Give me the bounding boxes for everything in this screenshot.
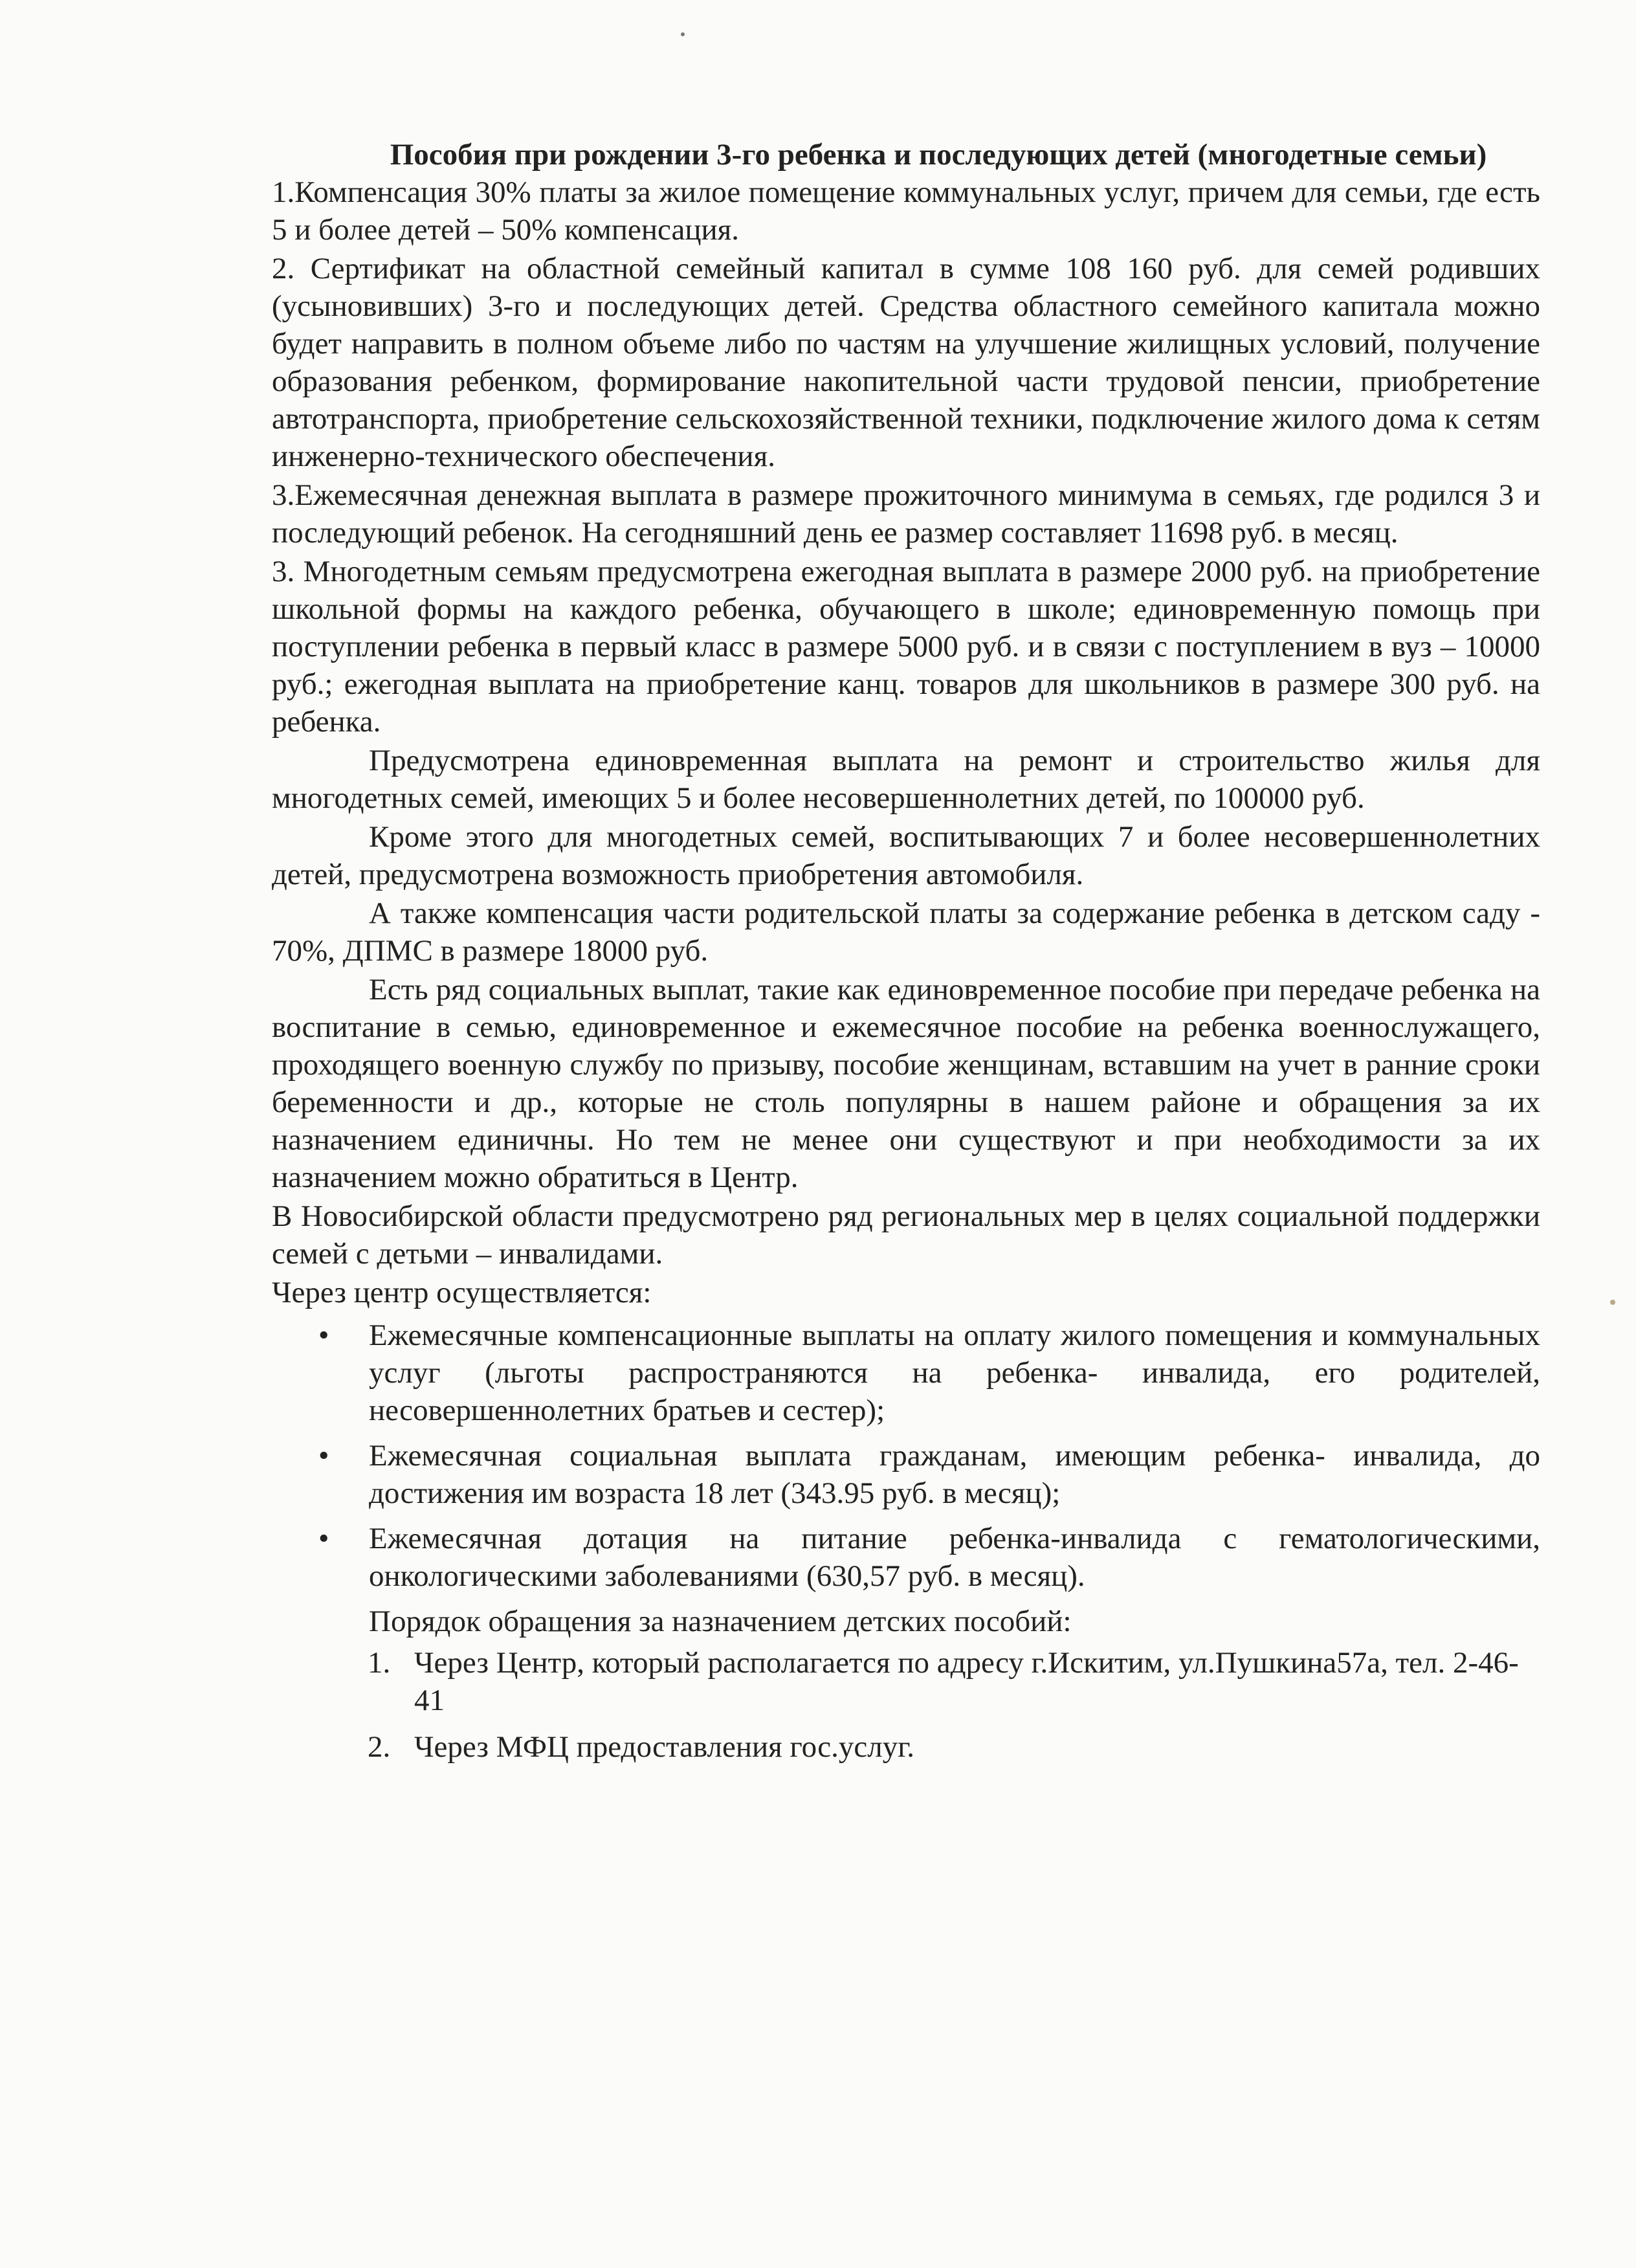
step-text: Через Центр, который располагается по адресу г.Искитим, ул.Пушкина57а, тел. 2-46-41 <box>414 1646 1519 1717</box>
bullet-icon: • <box>318 1318 329 1352</box>
paragraph-housing-payment: Предусмотрена единовременная выплата на ремонт и строительство жилья для многодетных семей, имеющих 5 и более несовершеннолетних детей, по 100000 руб. <box>272 744 1540 815</box>
scan-speck <box>1610 1300 1615 1305</box>
step-number: 2. <box>368 1730 391 1764</box>
paragraph-car: Кроме этого для многодетных семей, воспитывающих 7 и более несовершеннолетних детей, предусмотрена возможность приобретения автомобиля. <box>272 820 1540 891</box>
paragraph-monthly-payment: 3.Ежемесячная денежная выплата в размере прожиточного минимума в семьях, где родился 3 и последующий ребенок. На сегодняшний день ее размер составляет 11698 руб. в месяц. <box>272 478 1540 550</box>
paragraph-social-payments: Есть ряд социальных выплат, такие как единовременное пособие при передаче ребенка на воспитание в семью, единовременное и ежемесячное пособие на ребенка военнослужащего, проходящего военную службу по призыву, пособие женщинам, вставшим на учет в ранние сроки беременности и др., которые не столь популярны в нашем районе и обращения за их назначением единичны. Но тем не менее они существуют и при необходимости за их назначением можно обратиться в Центр. <box>272 973 1540 1194</box>
list-item <box>318 1520 1540 1595</box>
paragraph-school-payments: 3. Многодетным семьям предусмотрена ежегодная выплата в размере 2000 руб. на приобретение школьной формы на каждого ребенка, обучающего в школе; единовременную помощь при поступлении ребенка в первый класс в размере 5000 руб. и в связи с поступлением в вуз – 10000 руб.; ежегодная выплата на приобретение канц. товаров для школьников в размере 300 руб. на ребенка. <box>272 555 1540 739</box>
paragraph-family-capital: 2. Сертификат на областной семейный капитал в сумме 108 160 руб. для семей родивших (усыновивших) 3-го и последующих детей. Средства областного семейного капитала можно будет направить в полном объеме либо по частям на улучшение жилищных условий, получение образования ребенком, формирование накопительной части трудовой пенсии, приобретение автотранспорта, приобретение сельскохозяйственной техники, подключение жилого дома к сетям инженерно-технического обеспечения. <box>272 252 1540 473</box>
paragraph-region-measures: В Новосибирской области предусмотрено ряд региональных мер в целях социальной поддержки семей с детьми – инвалидами. <box>272 1199 1540 1271</box>
list-item <box>318 1437 1540 1512</box>
scan-speck <box>681 32 685 36</box>
paragraph-kindergarten: А также компенсация части родительской платы за содержание ребенка в детском саду - 70%, ДПМС в размере 18000 руб. <box>272 896 1540 968</box>
list-item-text: Ежемесячная социальная выплата гражданам, имеющим ребенка- инвалида, до достижения им возраста 18 лет (343.95 руб. в месяц); <box>369 1439 1540 1510</box>
list-item-text: Ежемесячные компенсационные выплаты на оплату жилого помещения и коммунальных услуг (льготы распространяются на ребенка- инвалида, его родителей, несовершеннолетних братьев и сестер); <box>369 1318 1540 1427</box>
bullet-icon: • <box>318 1439 329 1473</box>
list-item <box>318 1317 1540 1429</box>
document-title: Пособия при рождении 3-го ребенка и последующих детей (многодетные семьи) <box>390 138 1487 172</box>
list-item <box>368 1728 1540 1766</box>
paragraph-center-intro: Через центр осуществляется: <box>272 1276 652 1309</box>
steps-list <box>272 1644 1540 1766</box>
order-heading: Порядок обращения за назначением детских пособий: <box>369 1605 1072 1638</box>
document-page <box>272 136 1540 1775</box>
step-text: Через МФЦ предоставления гос.услуг. <box>414 1730 914 1764</box>
step-number: 1. <box>368 1646 391 1680</box>
bullet-list <box>272 1317 1540 1595</box>
list-item <box>368 1644 1540 1719</box>
bullet-icon: • <box>318 1522 329 1555</box>
list-item-text: Ежемесячная дотация на питание ребенка-инвалида с гематологическими, онкологическими заболеваниями (630,57 руб. в месяц). <box>369 1522 1540 1593</box>
paragraph-compensation: 1.Компенсация 30% платы за жилое помещение коммунальных услуг, причем для семьи, где есть 5 и более детей – 50% компенсация. <box>272 175 1540 247</box>
